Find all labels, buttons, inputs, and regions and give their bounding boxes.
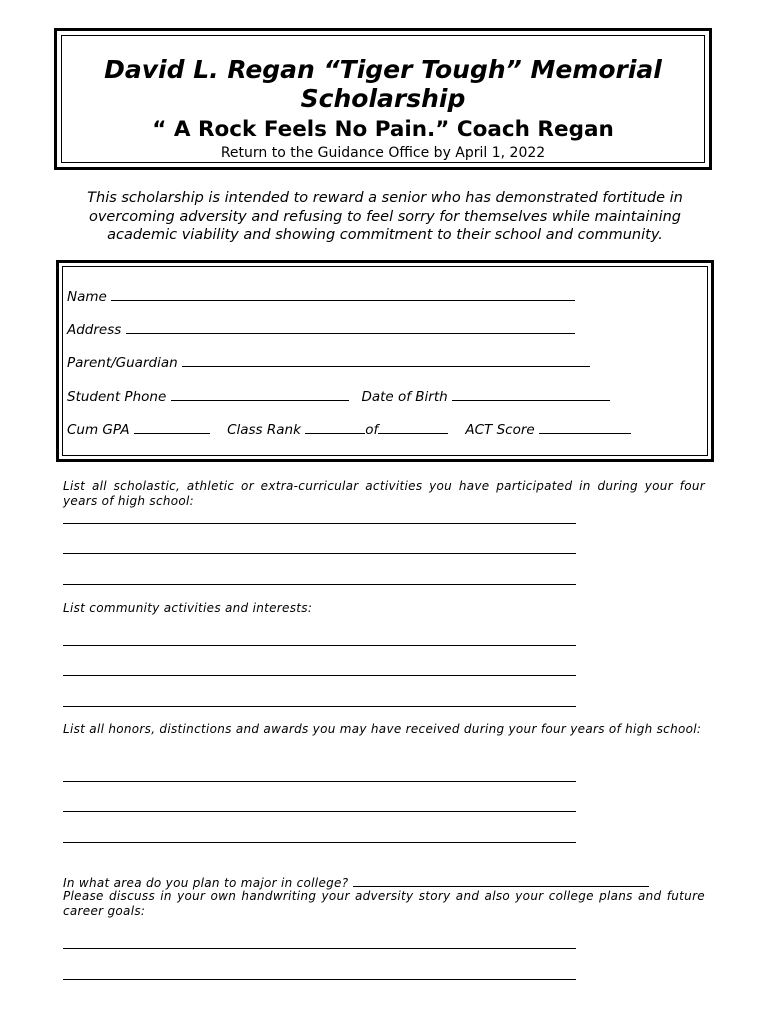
gpa-field[interactable]	[134, 420, 210, 434]
parent-field[interactable]	[182, 353, 590, 367]
coach-quote: “ A Rock Feels No Pain.” Coach Regan	[152, 117, 614, 142]
return-deadline: Return to the Guidance Office by April 1, 2022	[220, 145, 546, 161]
name-row	[67, 287, 575, 305]
story-question: Please discuss in your own handwriting your adversity story and also your college plans and future career goals:	[63, 889, 705, 918]
honors-question: List all honors, distinctions and awards you may have received during your four years of high school:	[63, 722, 702, 736]
name-label: Name	[67, 289, 107, 305]
community-line[interactable]	[63, 645, 576, 646]
phone-label: Student Phone	[67, 389, 167, 405]
title-line-2: Scholarship	[300, 84, 466, 113]
form-title	[57, 55, 709, 113]
honors-line[interactable]	[63, 781, 576, 782]
act-field[interactable]	[539, 420, 631, 434]
gpa-label: Cum GPA	[67, 422, 130, 438]
dob-field[interactable]	[452, 387, 610, 401]
community-line[interactable]	[63, 706, 576, 707]
parent-row	[67, 353, 590, 371]
phone-dob-row	[67, 387, 610, 405]
phone-field[interactable]	[171, 387, 349, 401]
gpa-row	[67, 420, 631, 438]
rank-total-field[interactable]	[378, 420, 448, 434]
address-field[interactable]	[126, 320, 575, 334]
major-label: In what area do you plan to major in college?	[63, 876, 349, 890]
activities-line[interactable]	[63, 523, 576, 524]
header-box	[54, 28, 712, 170]
major-field[interactable]	[353, 874, 649, 887]
honors-line[interactable]	[63, 842, 576, 843]
story-line[interactable]	[63, 979, 576, 980]
intro-paragraph: This scholarship is intended to reward a senior who has demonstrated fortitude in overcoming adversity and refusing to feel sorry for themselves while maintaining academic viability and showing commitment to their school and community.	[87, 190, 683, 243]
address-row	[67, 320, 575, 338]
honors-line[interactable]	[63, 811, 576, 812]
community-question: List community activities and interests:	[63, 601, 313, 615]
address-label: Address	[67, 322, 122, 338]
rank-field[interactable]	[305, 420, 365, 434]
activities-question: List all scholastic, athletic or extra-curricular activities you have participated in during your four years of high school:	[63, 479, 705, 508]
activities-line[interactable]	[63, 584, 576, 585]
rank-of-label: of	[365, 422, 379, 438]
dob-label: Date of Birth	[361, 389, 448, 405]
rank-label: Class Rank	[227, 422, 301, 438]
story-line[interactable]	[63, 948, 576, 949]
act-label: ACT Score	[465, 422, 535, 438]
activities-line[interactable]	[63, 553, 576, 554]
community-line[interactable]	[63, 675, 576, 676]
parent-label: Parent/Guardian	[67, 355, 178, 371]
title-line-1: David L. Regan “Tiger Tough” Memorial	[104, 55, 662, 84]
name-field[interactable]	[111, 287, 575, 301]
